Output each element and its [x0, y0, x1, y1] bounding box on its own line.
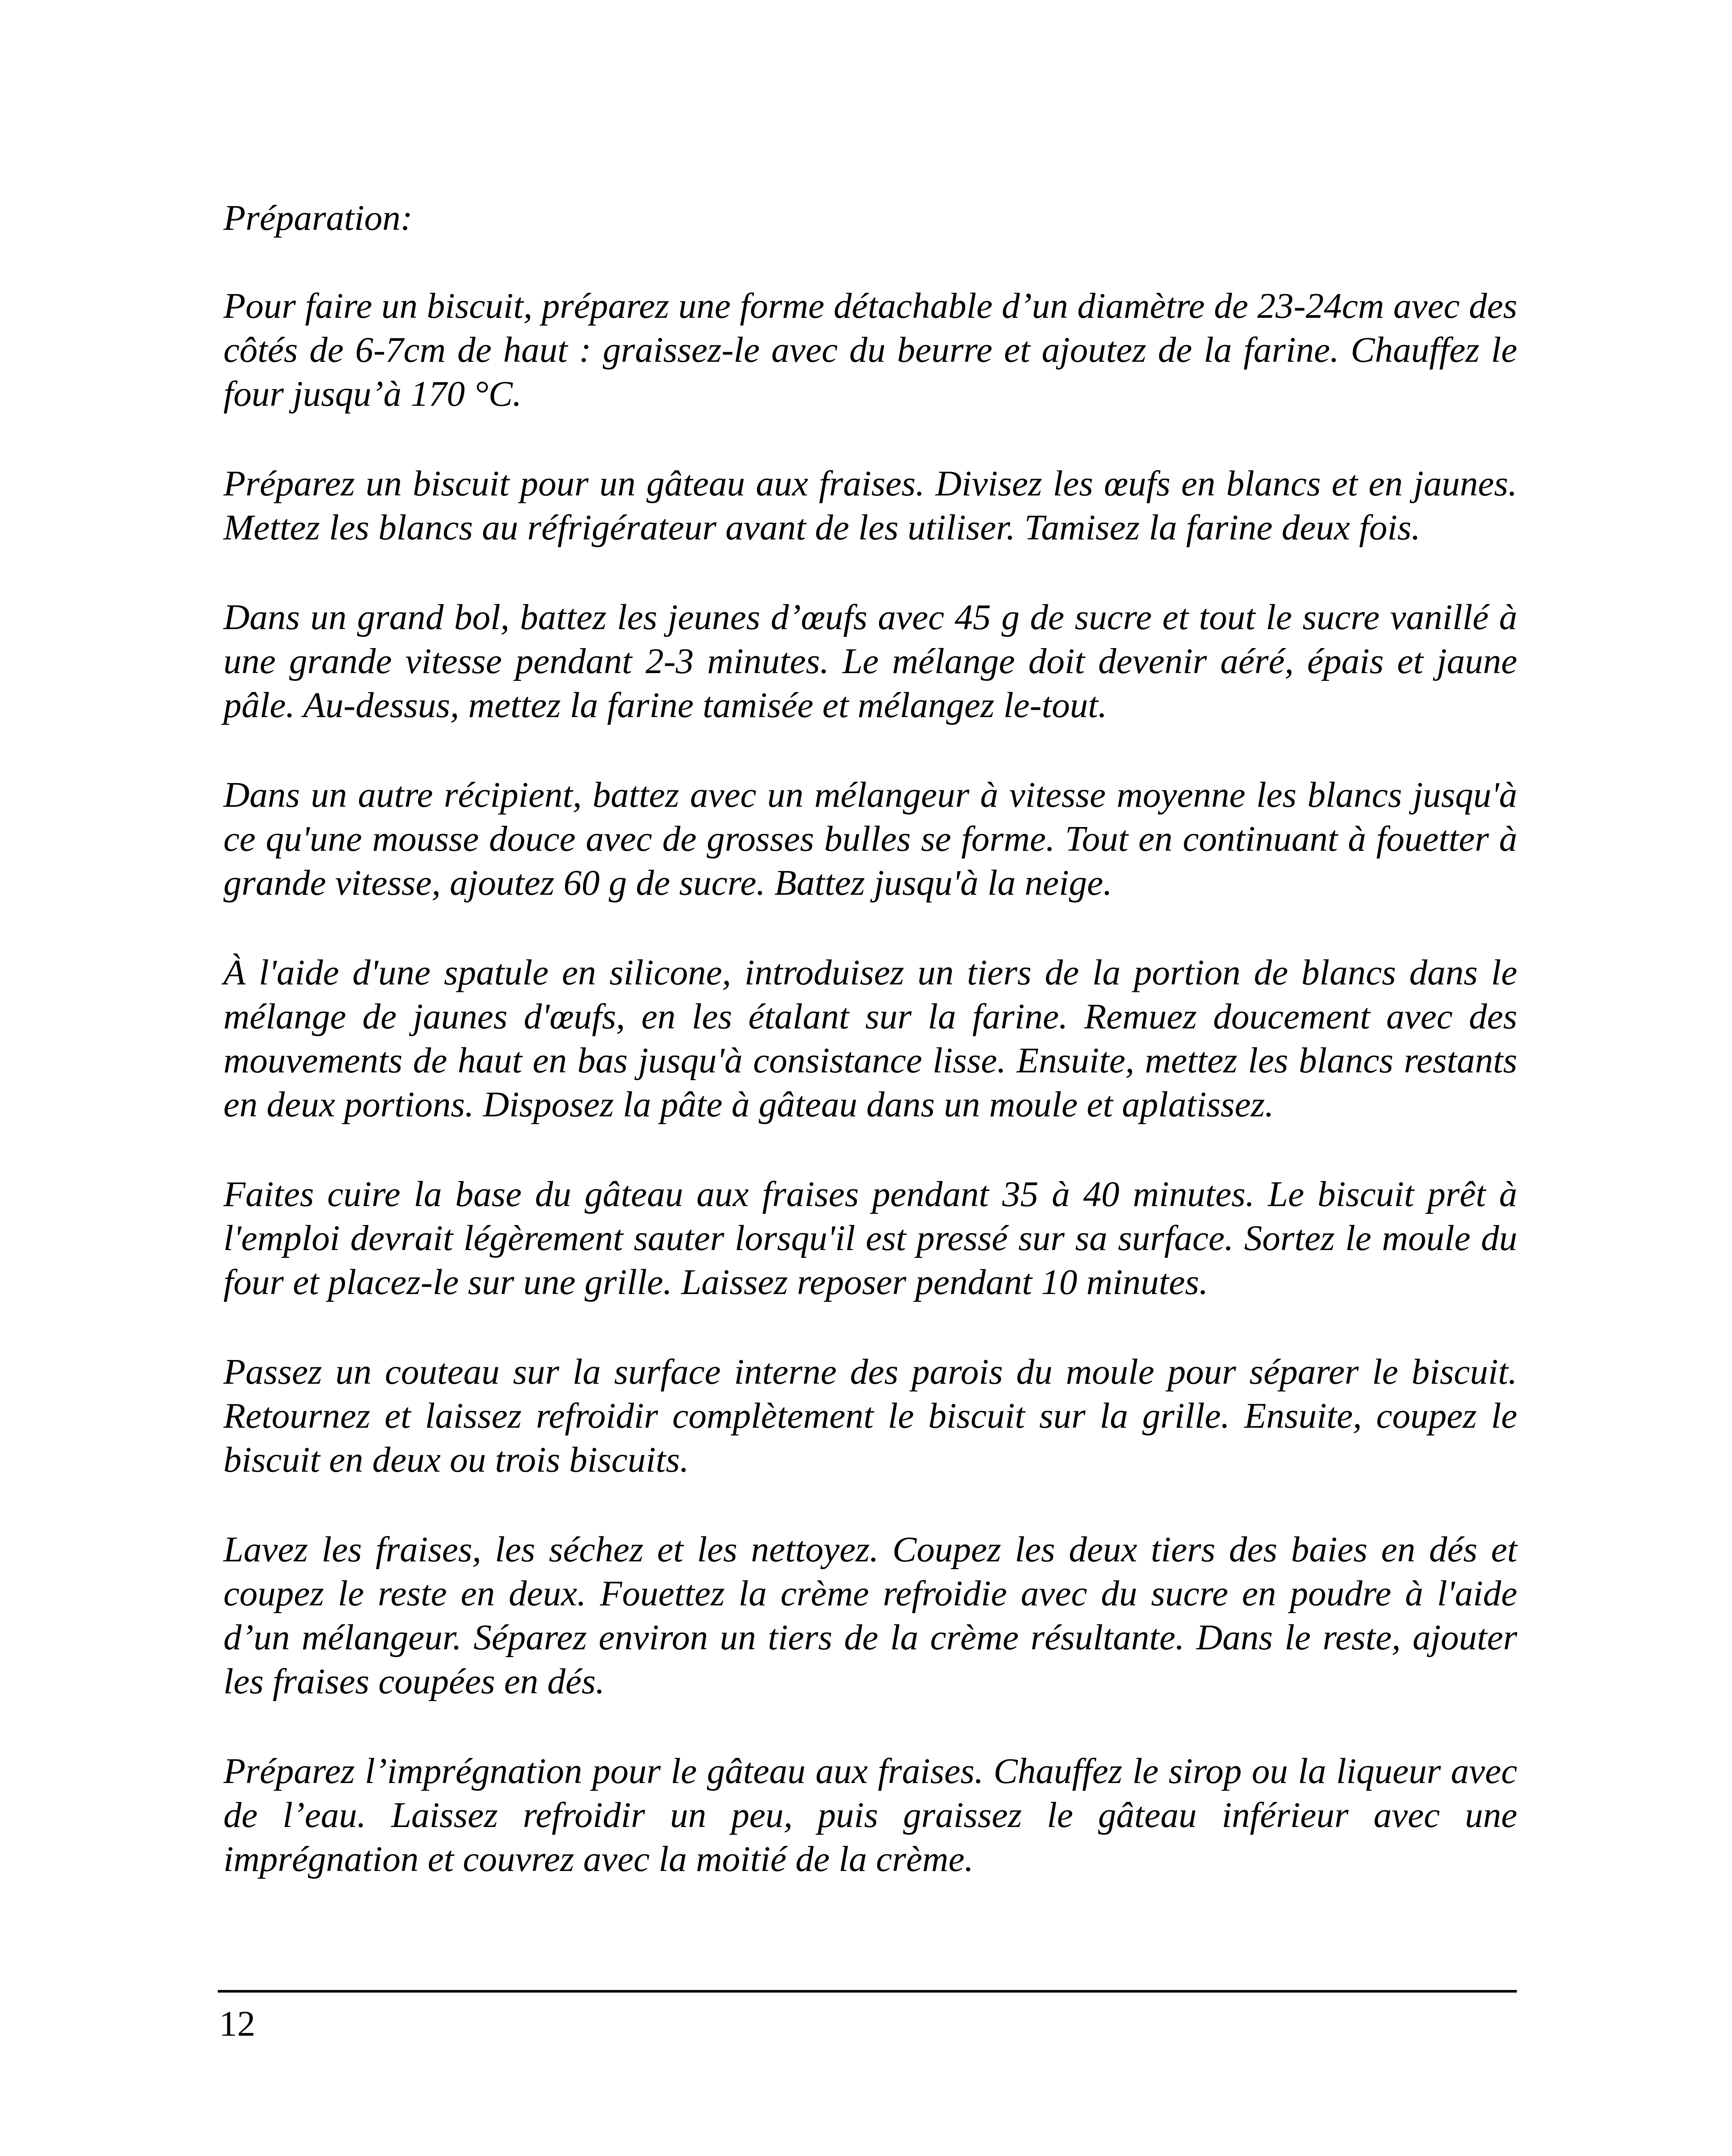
- paragraph-4: Dans un autre récipient, battez avec un mélangeur à vitesse moyenne les blancs jusqu'à ce qu'une mousse douce avec de grosses bulles se forme. Tout en continuant à fouetter à grande vitesse, ajoutez 60 g de sucre. Battez jusqu'à la neige.: [223, 775, 1517, 903]
- paragraph-7: Passez un couteau sur la surface interne des parois du moule pour séparer le biscuit. Retournez et laissez refroidir complètement le biscuit sur la grille. Ensuite, coupez le biscuit en deux ou trois biscuits.: [223, 1352, 1517, 1480]
- paragraph-2: Préparez un biscuit pour un gâteau aux fraises. Divisez les œufs en blancs et en jaunes. Mettez les blancs au réfrigérateur avant de les utiliser. Tamisez la farine deux fois.: [223, 464, 1517, 548]
- paragraph-8: Lavez les fraises, les séchez et les nettoyez. Coupez les deux tiers des baies en dés et coupez le reste en deux. Fouettez la crème refroidie avec du sucre en poudre à l'aide d’un mélangeur. Séparez environ un tiers de la crème résultante. Dans le reste, ajouter les fraises coupées en dés.: [223, 1529, 1517, 1702]
- page-number: 12: [219, 2004, 255, 2044]
- paragraph-6: Faites cuire la base du gâteau aux fraises pendant 35 à 40 minutes. Le biscuit prêt à l'emploi devrait légèrement sauter lorsqu'il est pressé sur sa surface. Sortez le moule du four et placez-le sur une grille. Laissez reposer pendant 10 minutes.: [223, 1174, 1517, 1302]
- paragraph-5: À l'aide d'une spatule en silicone, introduisez un tiers de la portion de blancs dans le mélange de jaunes d'œufs, en les étalant sur la farine. Remuez doucement avec des mouvements de haut en bas jusqu'à consistance lisse. Ensuite, mettez les blancs restants en deux portions. Disposez la pâte à gâteau dans un moule et aplatissez.: [223, 953, 1517, 1125]
- paragraph-9: Préparez l’imprégnation pour le gâteau aux fraises. Chauffez le sirop ou la liqueur avec de l’eau. Laissez refroidir un peu, puis graissez le gâteau inférieur avec une imprégnation et couvrez avec la moitié de la crème.: [223, 1751, 1517, 1879]
- paragraph-3: Dans un grand bol, battez les jeunes d’œufs avec 45 g de sucre et tout le sucre vanillé à une grande vitesse pendant 2-3 minutes. Le mélange doit devenir aéré, épais et jaune pâle. Au-dessus, mettez la farine tamisée et mélangez le-tout.: [223, 597, 1517, 725]
- section-heading: Préparation:: [223, 198, 413, 238]
- footer-divider: [218, 1990, 1517, 1993]
- page-content: [223, 196, 1517, 1927]
- paragraph-1: Pour faire un biscuit, préparez une forme détachable d’un diamètre de 23-24cm avec des côtés de 6-7cm de haut : graissez-le avec du beurre et ajoutez de la farine. Chauffez le four jusqu’à 170 °C.: [223, 286, 1517, 414]
